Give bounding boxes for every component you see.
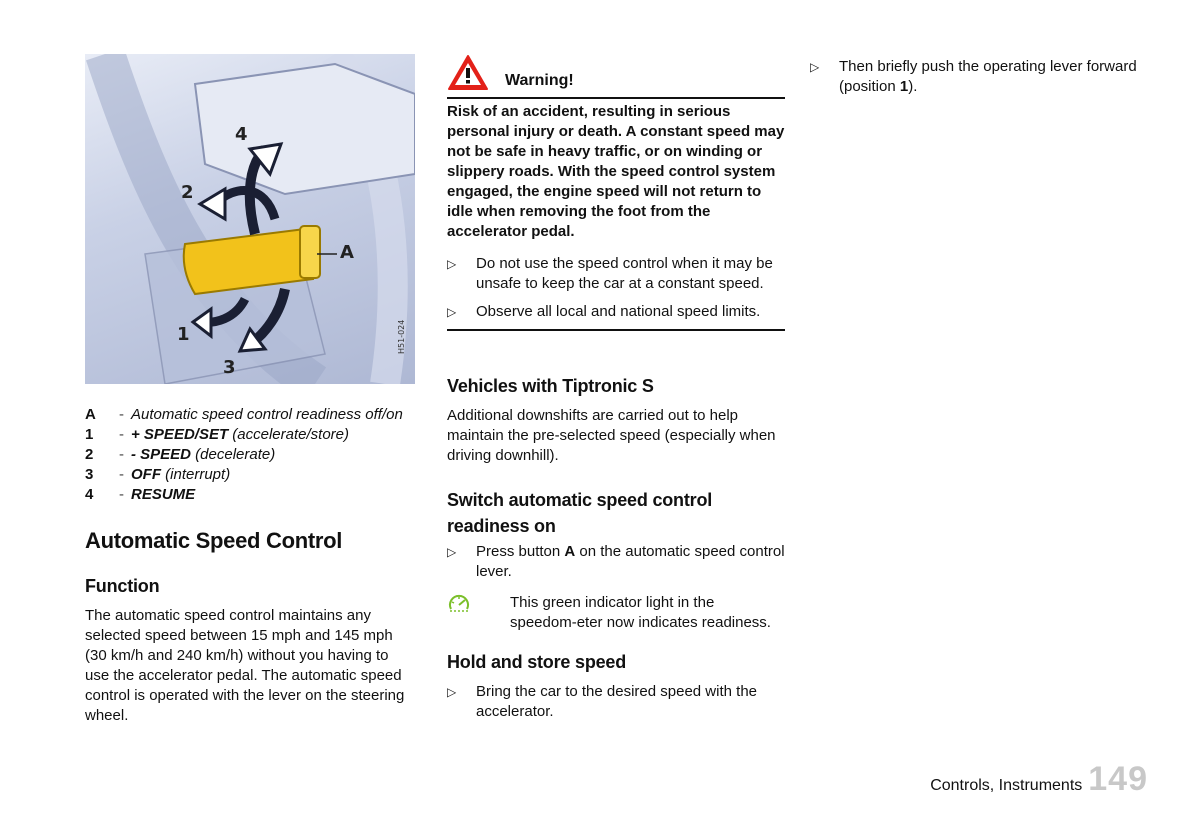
- legend-dash: -: [119, 446, 124, 463]
- legend-row-3: [85, 465, 415, 485]
- step-text: Do not use the speed control when it may be unsafe to keep the car at a constant speed.: [476, 255, 773, 292]
- legend-text: [131, 485, 195, 505]
- step-marker-icon: ▷: [810, 60, 820, 74]
- warning-step-2: [447, 302, 785, 322]
- figure-legend: [85, 405, 415, 505]
- legend-bold: + SPEED/SET: [131, 426, 229, 443]
- legend-bold: - SPEED: [131, 446, 192, 463]
- legend-row-2: [85, 445, 415, 465]
- legend-dash: -: [119, 406, 124, 423]
- page-footer: [930, 760, 1148, 799]
- legend-desc: Automatic speed control readiness off/on: [131, 406, 403, 423]
- figure-label-a: A: [340, 242, 354, 263]
- indicator-text: This green indicator light in the speedom-eter now indicates readiness.: [510, 594, 771, 631]
- warning-end-rule: [447, 329, 785, 331]
- legend-bold: RESUME: [131, 486, 196, 503]
- speed-control-illustration: [85, 54, 415, 384]
- step-marker-icon: ▷: [447, 545, 457, 559]
- legend-desc: (accelerate/store): [228, 426, 350, 443]
- step-text: Observe all local and national speed limits.: [476, 303, 761, 320]
- step-text: [476, 542, 785, 582]
- legend-key: 4: [85, 486, 94, 503]
- warning-triangle-icon: [447, 54, 489, 92]
- figure-label-2: 2: [181, 182, 194, 203]
- step-text-prefix: Press button: [476, 543, 565, 560]
- warning-header: [447, 54, 785, 99]
- function-text: The automatic speed control maintains any selected speed between 15 mph and 145 mph (30 km/h and 240 km/h) without you having to use the accelerator pedal. The automatic speed control is operated with the lever on the steering wheel.: [85, 607, 405, 724]
- warning-text: Risk of an accident, resulting in serious personal injury or death. A constant speed may not be safe in heavy traffic, or on winding or slippery roads. With the speed control system engaged, the engine speed will not return to idle when removing the foot from the accelerator pedal.: [447, 103, 785, 240]
- step-text-suffix: ).: [908, 78, 918, 95]
- indicator-note: [447, 593, 785, 633]
- step-marker-icon: ▷: [447, 305, 457, 319]
- speed-control-indicator-icon: [447, 593, 510, 633]
- figure-label-3: 3: [223, 357, 236, 378]
- legend-row-1: [85, 425, 415, 445]
- figure-code: H51-024: [397, 319, 406, 354]
- legend-text: [131, 425, 349, 445]
- step-text-suffix: on the automatic speed control lever.: [476, 543, 785, 580]
- legend-dash: -: [119, 486, 124, 503]
- tiptronic-heading: Vehicles with Tiptronic S: [447, 376, 654, 396]
- legend-key: 1: [85, 426, 94, 443]
- legend-key: 3: [85, 466, 94, 483]
- steering-wheel-drawing: [85, 54, 415, 384]
- legend-desc: (interrupt): [161, 466, 231, 483]
- hold-step: [447, 682, 785, 722]
- legend-text: [131, 445, 275, 465]
- legend-row-a: [85, 405, 415, 425]
- legend-desc: (decelerate): [191, 446, 276, 463]
- legend-row-4: [85, 485, 415, 505]
- main-heading: Automatic Speed Control: [85, 528, 343, 553]
- page-number: 149: [1088, 760, 1148, 798]
- legend-text: [131, 465, 230, 485]
- footer-section-title: Controls, Instruments: [930, 777, 1083, 794]
- legend-bold: OFF: [131, 466, 161, 483]
- step-text-prefix: Then briefly push the operating lever forward (position: [839, 58, 1137, 95]
- tiptronic-text: Additional downshifts are carried out to help maintain the pre-selected speed (especially when driving downhill).: [447, 407, 776, 464]
- legend-key: A: [85, 406, 96, 423]
- legend-dash: -: [119, 466, 124, 483]
- function-heading: Function: [85, 576, 160, 596]
- warning-title: Warning!: [505, 72, 574, 89]
- col3-step: [810, 57, 1140, 97]
- hold-heading: Hold and store speed: [447, 652, 627, 672]
- step-marker-icon: ▷: [447, 685, 457, 699]
- legend-dash: -: [119, 426, 124, 443]
- step-text-bold: 1: [899, 78, 909, 95]
- step-text-bold: A: [564, 543, 576, 560]
- step-text: Bring the car to the desired speed with the accelerator.: [476, 683, 758, 720]
- figure-label-4: 4: [235, 124, 248, 145]
- figure-label-1: 1: [177, 324, 190, 345]
- step-text: [839, 57, 1140, 97]
- warning-step-1: [447, 254, 785, 294]
- legend-text: [131, 405, 403, 425]
- legend-key: 2: [85, 446, 94, 463]
- switch-step: [447, 542, 785, 582]
- step-marker-icon: ▷: [447, 257, 457, 271]
- switch-heading: Switch automatic speed control readiness on: [447, 490, 713, 536]
